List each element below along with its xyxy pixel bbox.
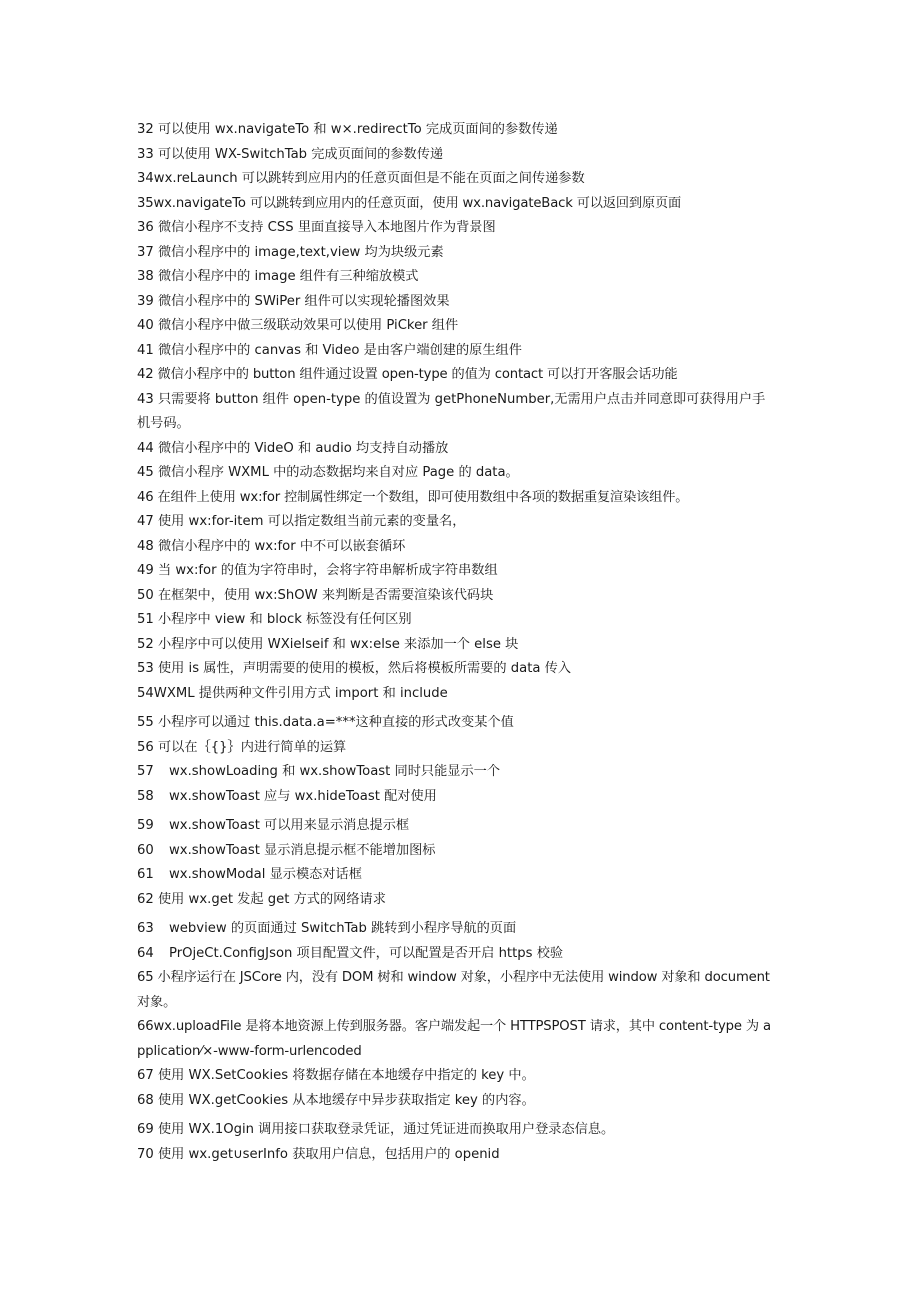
list-item-49: 49 当 wx:for 的值为字符串时，会将字符串解析成字符串数组 <box>137 563 498 578</box>
list-item-61: 61 wx.showModal 显示模态对话框 <box>137 867 362 882</box>
list-item-43: 43 只需要将 button 组件 open-type 的值设置为 getPhoneNumber,无需用户点击并同意即可获得用户手机号码。 <box>137 391 766 431</box>
list-item-55: 55 小程序可以通过 this.data.a=***这种直接的形式改变某个值 <box>137 715 514 730</box>
list-item-44: 44 微信小程序中的 VideO 和 audio 均支持自动播放 <box>137 440 449 456</box>
question-list <box>137 118 777 1167</box>
list-item-40: 40 微信小程序中做三级联动效果可以使用 PiCker 组件 <box>137 318 459 333</box>
list-item-38: 38 微信小程序中的 image 组件有三种缩放模式 <box>137 269 419 284</box>
list-item-32: 32 可以使用 wx.navigateTo 和 w×.redirectTo 完成页面间的参数传递 <box>137 122 558 137</box>
list-item-46: 46 在组件上使用 wx:for 控制属性绑定一个数组，即可使用数组中各项的数据重复渲染该组件。 <box>137 489 689 505</box>
list-item-54: 54WXML 提供两种文件引用方式 import 和 include <box>137 685 448 701</box>
list-item-65: 65 小程序运行在 JSCore 内，没有 DOM 树和 window 对象，小程序中无法使用 window 对象和 document 对象。 <box>137 970 770 1010</box>
list-item-53: 53 使用 is 属性，声明需要的使用的模板，然后将模板所需要的 data 传入 <box>137 661 572 676</box>
list-item-42: 42 微信小程序中的 button 组件通过设置 open-type 的值为 contact 可以打开客服会话功能 <box>137 367 678 382</box>
list-item-58: 58 wx.showToast 应与 wx.hideToast 配对使用 <box>137 788 437 804</box>
list-item-68: 68 使用 WX.getCookies 从本地缓存中异步获取指定 key 的内容。 <box>137 1092 535 1108</box>
list-item-52: 52 小程序中可以使用 WXielseif 和 wx:else 来添加一个 else 块 <box>137 636 519 652</box>
list-item-41: 41 微信小程序中的 canvas 和 Video 是由客户端创建的原生组件 <box>137 342 522 358</box>
list-item-34: 34wx.reLaunch 可以跳转到应用内的任意页面但是不能在页面之间传递参数 <box>137 171 585 186</box>
list-item-48: 48 微信小程序中的 wx:for 中不可以嵌套循环 <box>137 538 406 554</box>
list-item-45: 45 微信小程序 WXML 中的动态数据均来自对应 Page 的 data。 <box>137 465 519 480</box>
list-item-35: 35wx.navigateTo 可以跳转到应用内的任意页面，使用 wx.navigateBack 可以返回到原页面 <box>137 195 682 211</box>
list-item-70: 70 使用 wx.get∪serInfo 获取用户信息，包括用户的 openid <box>137 1146 500 1162</box>
list-item-56: 56 可以在｛{}｝内进行简单的运算 <box>137 739 347 755</box>
list-item-37: 37 微信小程序中的 image,text,view 均为块级元素 <box>137 244 444 260</box>
list-item-69: 69 使用 WX.1Ogin 调用接口获取登录凭证，通过凭证进而换取用户登录态信息。 <box>137 1122 615 1137</box>
list-item-33: 33 可以使用 WX-SwitchTab 完成页面间的参数传递 <box>137 146 444 162</box>
list-item-57: 57 wx.showLoading 和 wx.showToast 同时只能显示一个 <box>137 764 501 779</box>
list-item-66: 66wx.uploadFile 是将本地资源上传到服务器。客户端发起一个 HTTPSPOST 请求，其中 content-type 为 application⁄×-www-form-urlencoded <box>137 1019 771 1059</box>
list-item-67: 67 使用 WX.SetCookies 将数据存储在本地缓存中指定的 key 中。 <box>137 1068 535 1083</box>
list-item-51: 51 小程序中 view 和 block 标签没有任何区别 <box>137 612 412 627</box>
list-item-36: 36 微信小程序不支持 CSS 里面直接导入本地图片作为背景图 <box>137 220 496 235</box>
list-item-60: 60 wx.showToast 显示消息提示框不能增加图标 <box>137 842 436 858</box>
list-item-39: 39 微信小程序中的 SWiPer 组件可以实现轮播图效果 <box>137 293 450 309</box>
list-item-64: 64 PrOjeCt.ConfigJson 项目配置文件，可以配置是否开启 https 校验 <box>137 945 564 961</box>
list-item-62: 62 使用 wx.get 发起 get 方式的网络请求 <box>137 891 386 907</box>
list-item-63: 63 webview 的页面通过 SwitchTab 跳转到小程序导航的页面 <box>137 921 517 936</box>
list-item-50: 50 在框架中，使用 wx:ShOW 来判断是否需要渲染该代码块 <box>137 587 494 603</box>
list-item-59: 59 wx.showToast 可以用来显示消息提示框 <box>137 818 410 833</box>
list-item-47: 47 使用 wx:for-item 可以指定数组当前元素的变量名， <box>137 514 466 529</box>
